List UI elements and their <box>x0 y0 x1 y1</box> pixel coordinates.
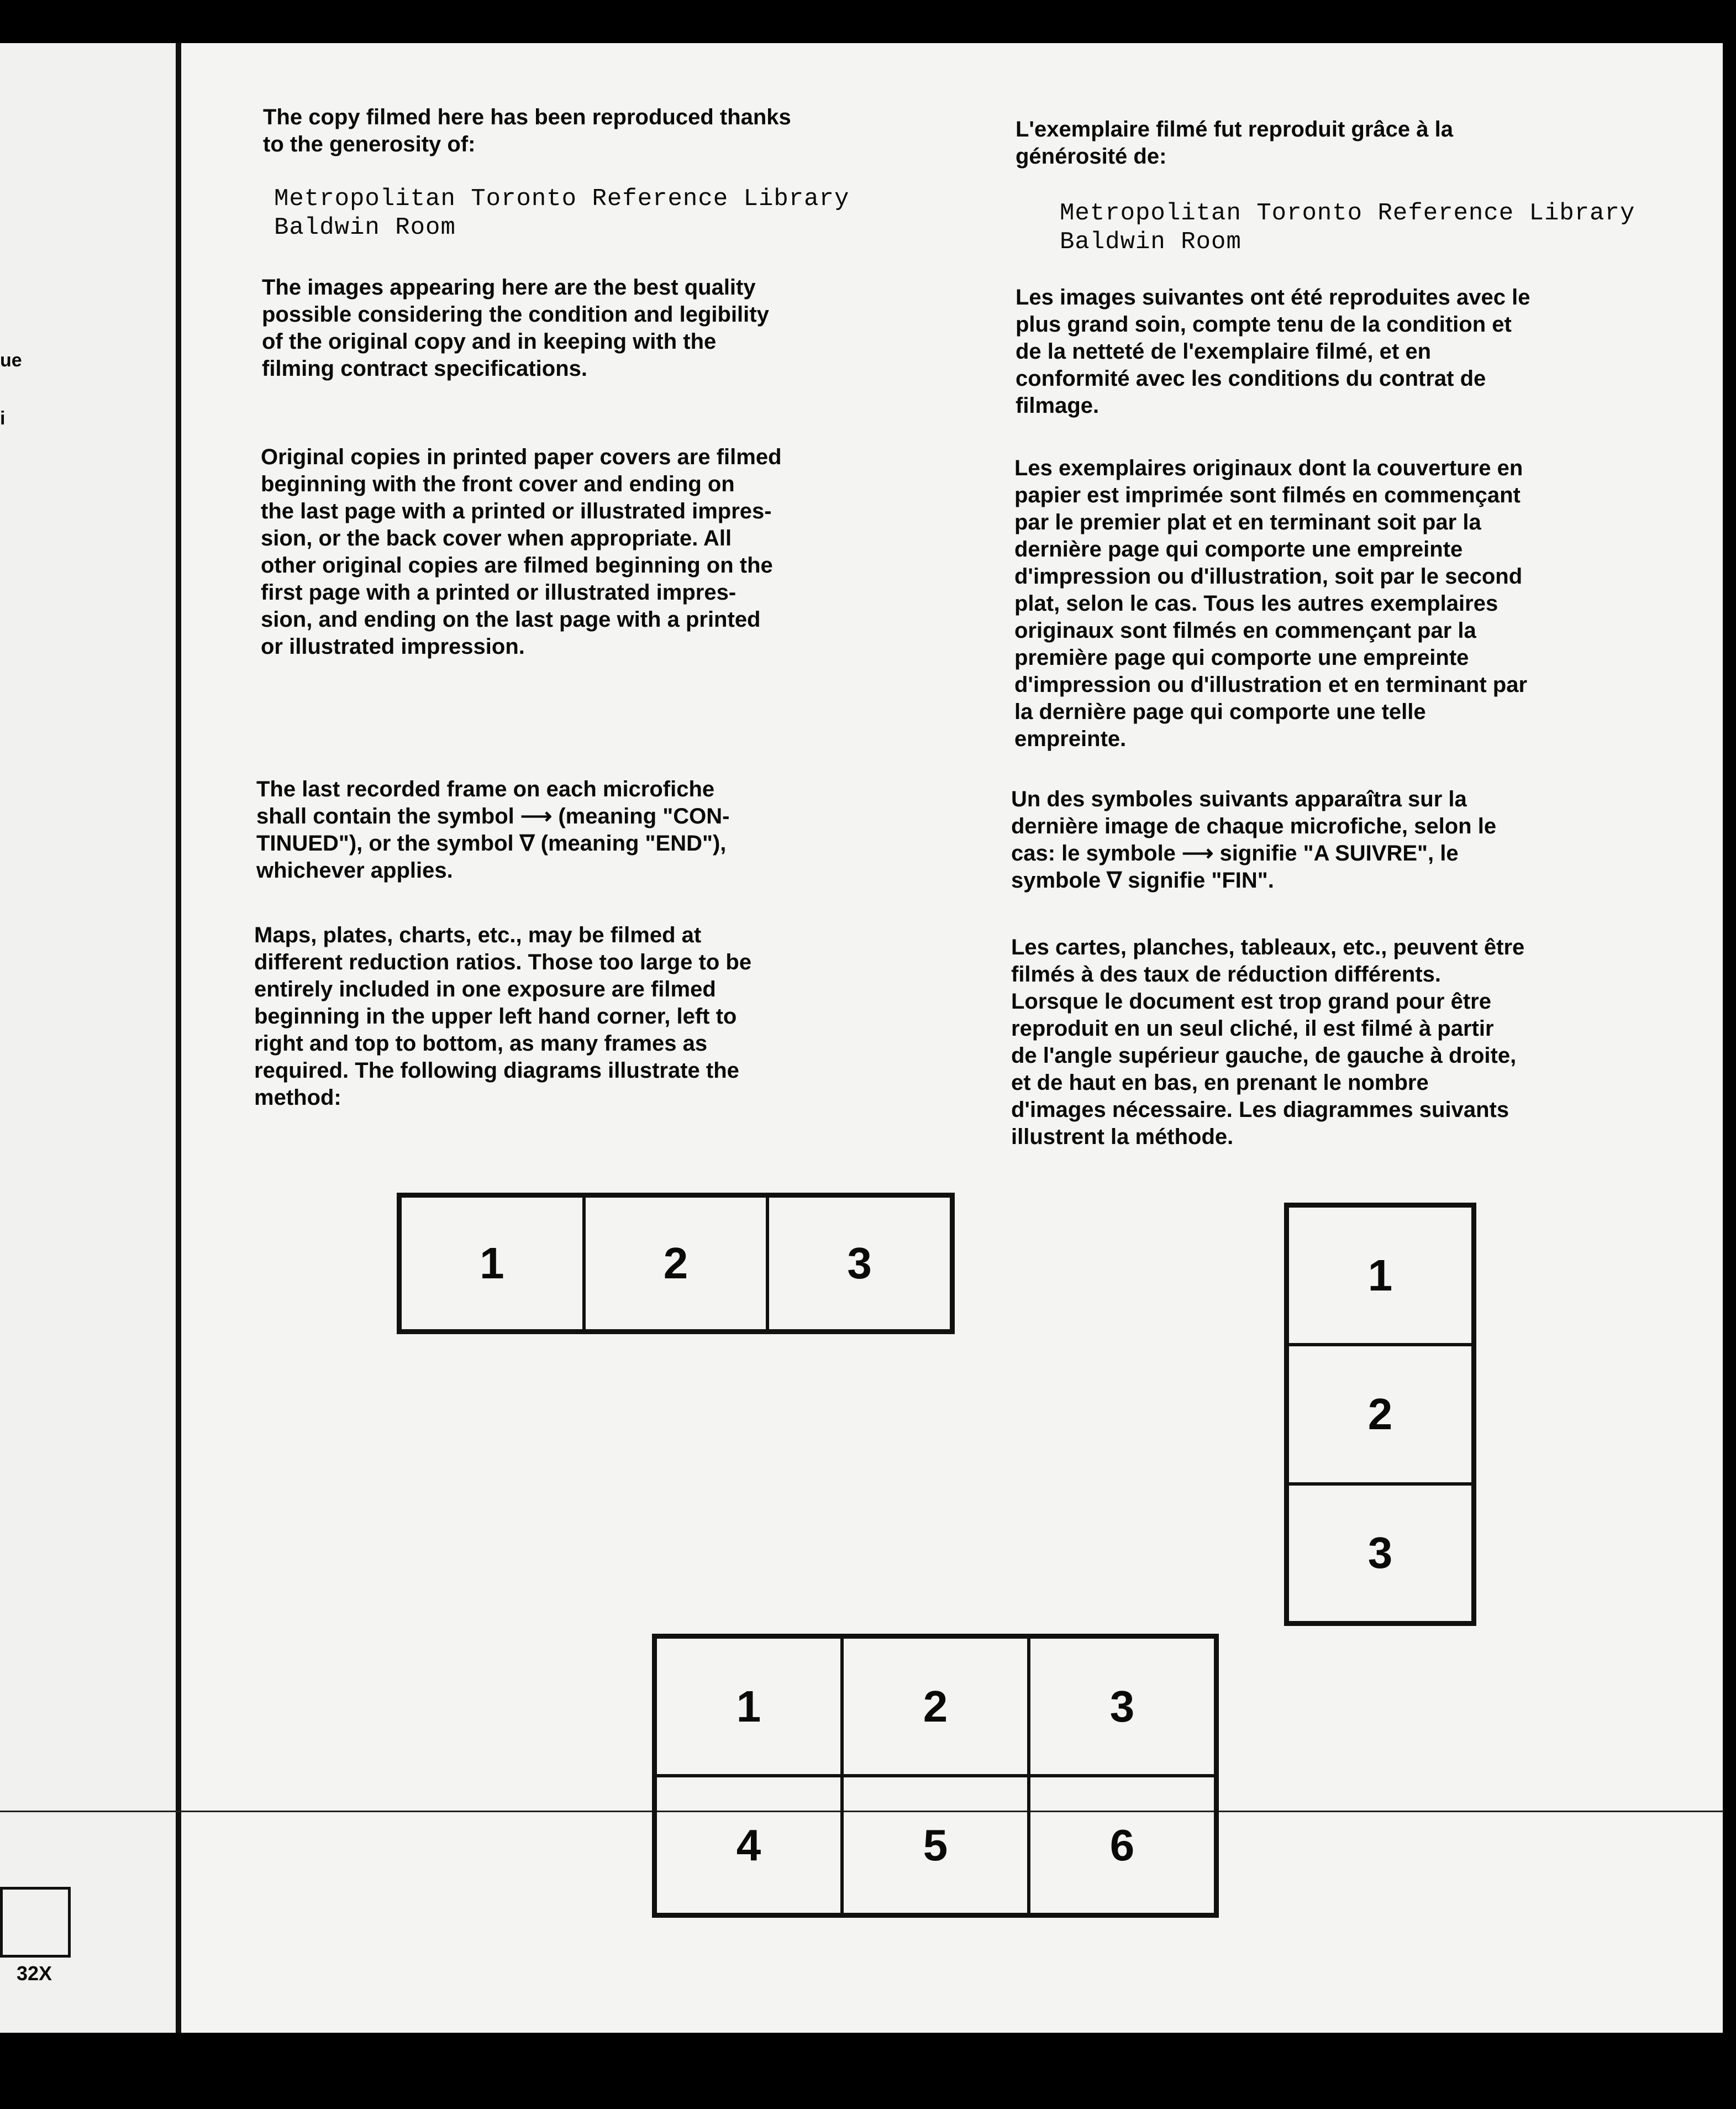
diagram-horizontal-frames <box>397 1193 955 1334</box>
fr-intro: L'exemplaire filmé fut reproduit grâce à la générosité de: <box>1016 117 1453 169</box>
frame-cell: 2 <box>842 1637 1029 1776</box>
frame-cell: 3 <box>767 1196 951 1331</box>
frame-cell: 2 <box>1287 1345 1473 1483</box>
adjacent-page-strip <box>0 43 176 2033</box>
frame-cell: 4 <box>655 1776 842 1914</box>
en-quality-paragraph: The images appearing here are the best quality possible considering the condition and legibility of the original copy and in keeping with the filming contract specifications. <box>262 275 769 381</box>
fr-maps-paragraph: Les cartes, planches, tableaux, etc., peuvent être filmés à des taux de réduction différents. Lorsque le document est trop grand pour être reproduit en un seul cliché, il est filmé à partir de l'angle supérieur gauche, de gauche à droite, et de haut en bas, en prenant le nombre d'images nécessaire. Les diagrammes suivants illustrent la méthode. <box>1011 935 1525 1149</box>
en-intro: The copy filmed here has been reproduced thanks to the generosity of: <box>263 105 791 156</box>
en-maps-paragraph: Maps, plates, charts, etc., may be filmed at different reduction ratios. Those too large to be entirely included in one exposure are filmed beginning in the upper left hand corner, left to right and top to bottom, as many frames as required. The following diagrams illustrate the method: <box>254 923 752 1110</box>
fr-symbol-paragraph: Un des symboles suivants apparaîtra sur la dernière image de chaque microfiche, selon le cas: le symbole ⟶ signifie "A SUIVRE", le symbole ∇ signifie "FIN". <box>1011 787 1497 893</box>
fr-library-name: Metropolitan Toronto Reference Library Baldwin Room <box>1060 200 1635 256</box>
diagram-grid-frames <box>652 1634 1219 1918</box>
frame-cell: 1 <box>400 1196 584 1331</box>
frame-cell: 6 <box>1029 1776 1216 1914</box>
frame-cell: 1 <box>1287 1206 1473 1345</box>
reduction-ratio: 32X <box>17 1962 52 1985</box>
adjacent-page-fragment-2: i <box>0 408 6 429</box>
reduction-box <box>0 1887 71 1958</box>
frame-cell: 5 <box>842 1776 1029 1914</box>
frame-cell: 3 <box>1029 1637 1216 1776</box>
en-original-copies-paragraph: Original copies in printed paper covers are filmed beginning with the front cover and ending on the last page with a printed or illustrated impres- sion, or the back cover when appropriate. All other original copies are filmed beginning on the first page with a printed or illustrated impres- sion, and ending on the last page with a printed or illustrated impression. <box>261 445 782 659</box>
en-symbol-paragraph: The last recorded frame on each microfiche shall contain the symbol ⟶ (meaning "CON- TINUED"), or the symbol ∇ (meaning "END"), whichever applies. <box>256 777 730 883</box>
en-library-name: Metropolitan Toronto Reference Library Baldwin Room <box>274 185 850 242</box>
frame-cell: 2 <box>584 1196 768 1331</box>
page-gutter <box>176 43 181 2033</box>
frame-cell: 1 <box>655 1637 842 1776</box>
diagram-vertical-frames <box>1284 1203 1476 1626</box>
frame-cell: 3 <box>1287 1484 1473 1623</box>
fr-original-copies-paragraph: Les exemplaires originaux dont la couverture en papier est imprimée sont filmés en commençant par le premier plat et en terminant soit par la dernière page qui comporte une empreinte d'impression ou d'illustration, soit par le second plat, selon le cas. Tous les autres exemplaires originaux sont filmés en commençant par la première page qui comporte une empreinte d'impression ou d'illustration et en terminant par la dernière page qui comporte une telle empreinte. <box>1014 456 1528 751</box>
adjacent-page-fragment: ue <box>0 350 22 371</box>
fr-quality-paragraph: Les images suivantes ont été reproduites avec le plus grand soin, compte tenu de la condition et de la netteté de l'exemplaire filmé, et en conformité avec les conditions du contrat de filmage. <box>1016 285 1530 418</box>
